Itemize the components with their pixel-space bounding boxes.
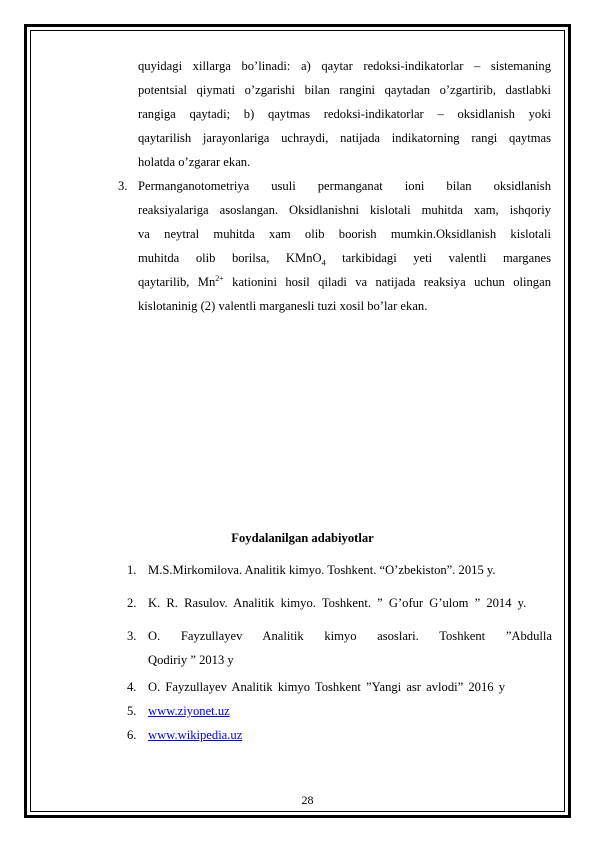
reference-line: O. Fayzullayev Analitik kimyo asoslari. Toshkent ”Abdulla [148, 629, 552, 643]
line-text: tarkibidagi yeti valentli marganes [325, 251, 551, 265]
line-text: qaytarilib, Mn [138, 275, 216, 289]
subscript: 4 [321, 258, 326, 268]
reference-number: 3. [127, 629, 137, 643]
paragraph-line: reaksiyalariga asoslangan. Oksidlanishni kislotali muhitda xam, ishqoriy [138, 203, 551, 217]
continued-paragraph [138, 54, 551, 174]
reference-number: 6. [127, 728, 137, 742]
reference-item [148, 591, 552, 615]
line-text: muhitda olib borilsa, KMnO [138, 251, 322, 265]
reference-link[interactable] [148, 723, 552, 747]
reference-line: Qodiriy ” 2013 y [148, 653, 234, 667]
references-title: Foydalanilgan adabiyotlar [231, 531, 374, 545]
reference-number: 1. [127, 563, 137, 577]
list-item-number: 3. [118, 179, 128, 193]
paragraph-line: Permanganotometriya usuli permanganat ioni bilan oksidlanish [138, 179, 551, 193]
reference-item: O. Fayzullayev Analitik kimyo Toshkent ”Yangi asr avlodi” 2016 y [148, 680, 505, 694]
list-item-3 [138, 174, 551, 318]
reference-item [148, 624, 552, 672]
line-text: kationini hosil qiladi va natijada reaksiya uchun olingan [223, 275, 551, 289]
paragraph-line: rangiga qaytadi; b) qaytmas redoksi-indikatorlar – oksidlanish yoki [138, 107, 551, 121]
paragraph-line: potentsial qiymati o’zgarishi bilan rangini qaytadan o’zgartirib, dastlabki [138, 83, 551, 97]
paragraph-line: kislotaninig (2) valentli marganesli tuzi xosil bo’lar ekan. [138, 299, 428, 313]
paragraph-line: holatda o’zgarar ekan. [138, 155, 251, 169]
reference-line: K. R. Rasulov. Analitik kimyo. Toshkent. ” G’ofur G’ulom ” 2014 y. [148, 596, 527, 610]
paragraph-line: quyidagi xillarga bo’linadi: a) qaytar redoksi-indikatorlar – sistemaning [138, 59, 551, 73]
paragraph-line: qaytarilish jarayonlariga uchraydi, natijada indikatorning rangi qaytmas [138, 131, 551, 145]
paragraph-line [138, 246, 551, 270]
reference-item: M.S.Mirkomilova. Analitik kimyo. Toshkent. “O’zbekiston”. 2015 y. [148, 563, 496, 577]
page-number: 28 [301, 793, 314, 807]
superscript: 2+ [215, 273, 224, 283]
reference-number: 2. [127, 596, 137, 610]
reference-number: 4. [127, 680, 137, 694]
paragraph-line [138, 270, 551, 294]
paragraph-line: va neytral muhitda xam olib boorish mumkin.Oksidlanish kislotali [138, 227, 551, 241]
reference-link[interactable] [148, 699, 552, 723]
ziyonet-link[interactable]: www.ziyonet.uz [148, 704, 230, 718]
reference-number: 5. [127, 704, 137, 718]
wikipedia-link[interactable]: www.wikipedia.uz [148, 728, 243, 742]
